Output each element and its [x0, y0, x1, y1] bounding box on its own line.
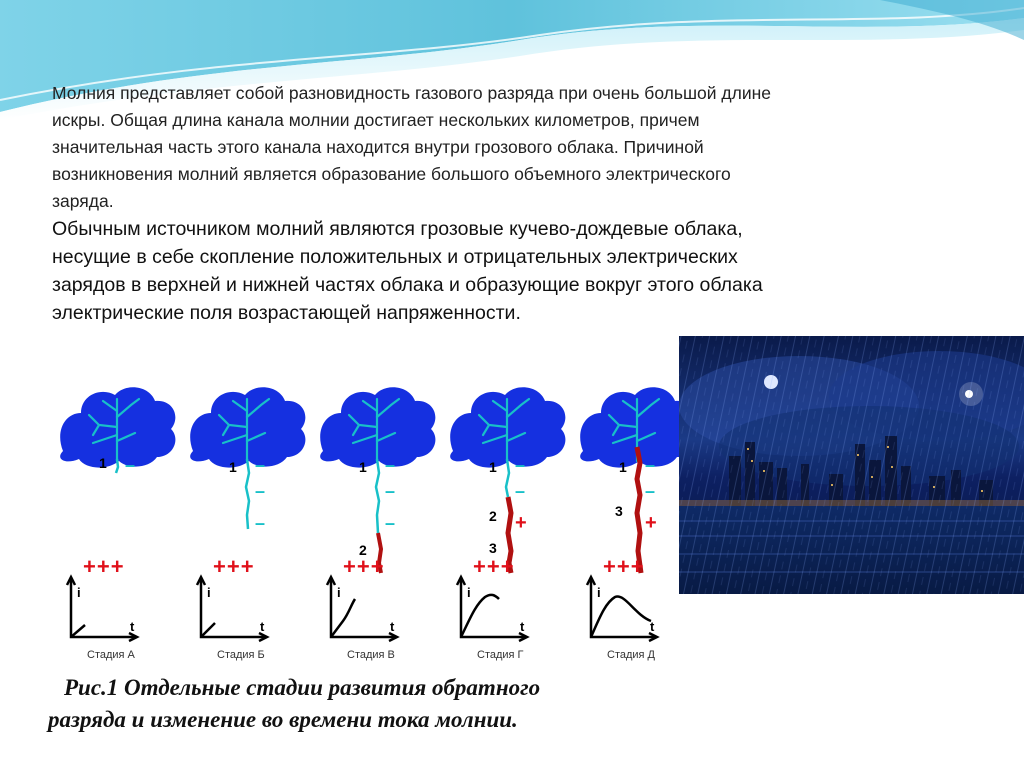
stage-c-axis-t: t: [390, 619, 395, 634]
stage-c-plus-row: +++: [343, 554, 385, 579]
lightning-stages-figure: [52, 383, 704, 669]
stage-b-label-1: 1: [229, 459, 237, 475]
stage-b-axis-i: i: [207, 585, 211, 600]
stage-c-axis-i: i: [337, 585, 341, 600]
stage-a-axis-t: t: [130, 619, 135, 634]
stage-b-minus-2: –: [255, 481, 266, 501]
stage-c-label-1: 1: [359, 459, 367, 475]
stage-c-minus-2: –: [385, 481, 396, 501]
stage-g-label-3: 3: [489, 540, 497, 556]
stage-d-axis-i: i: [597, 585, 601, 600]
stage-b: [190, 387, 305, 661]
stage-c-label-2: 2: [359, 542, 367, 558]
stage-g-label-2: 2: [489, 508, 497, 524]
stage-g-minus-1: –: [515, 455, 526, 475]
night-storm-city-image: [679, 336, 1024, 594]
stage-d-minus-1: –: [645, 455, 656, 475]
stage-a-plus-row: +++: [83, 554, 125, 579]
stage-g-caption: Стадия Г: [477, 649, 524, 661]
stage-d-label-1: 1: [619, 459, 627, 475]
stage-b-plus-row: +++: [213, 554, 255, 579]
figure-caption-line-1: Рис.1 Отдельные стадии развития обратного: [64, 675, 541, 700]
stage-a: [60, 387, 175, 661]
stage-d-caption: Стадия Д: [607, 649, 656, 661]
stage-c-caption: Стадия В: [347, 649, 395, 661]
sources-paragraph: Обычным источником молний являются грозовые кучево-дождевые облака, несущие в себе скопление положительных и отрицательных электрических зарядов в верхней и нижней частях облака и образующие вокруг этого облака электрические поля возрастающей напряженности.: [52, 218, 763, 324]
stage-g-axis-t: t: [520, 619, 525, 634]
stage-b-minus-3: –: [255, 513, 266, 533]
stage-d-minus-2: –: [645, 481, 656, 501]
stage-g-axis-i: i: [467, 585, 471, 600]
intro-paragraph: Молния представляет собой разновидность газового разряда при очень большой длине искры. Общая длина канала молнии достигает нескольких километров, причем значительная часть этого канала находится внутри грозового облака. Причиной возникновения молний является образование большого объемного электрического заряда.: [52, 83, 772, 211]
stage-g-label-1: 1: [489, 459, 497, 475]
figure-caption-line-2: разряда и изменение во времени тока молнии.: [48, 707, 518, 732]
stage-b-caption: Стадия Б: [217, 649, 265, 661]
stage-a-minus-1: –: [125, 455, 136, 475]
stage-c: [320, 387, 435, 661]
stage-d-label-3: 3: [615, 503, 623, 519]
figure-caption: [48, 672, 728, 736]
stage-a-label-1: 1: [99, 455, 107, 471]
stage-c-minus-1: –: [385, 455, 396, 475]
stage-g: [450, 387, 565, 661]
stage-d-plus-row: +++: [603, 554, 645, 579]
stage-a-caption: Стадия А: [87, 649, 135, 661]
stage-c-minus-3: –: [385, 513, 396, 533]
stage-b-minus-1: –: [255, 455, 266, 475]
stage-b-axis-t: t: [260, 619, 265, 634]
stage-a-axis-i: i: [77, 585, 81, 600]
stage-d-plus-1: +: [645, 512, 657, 534]
stage-d-axis-t: t: [650, 619, 655, 634]
stage-g-plus-1: +: [515, 512, 527, 534]
stage-g-minus-2: –: [515, 481, 526, 501]
stage-g-plus-row: +++: [473, 554, 515, 579]
